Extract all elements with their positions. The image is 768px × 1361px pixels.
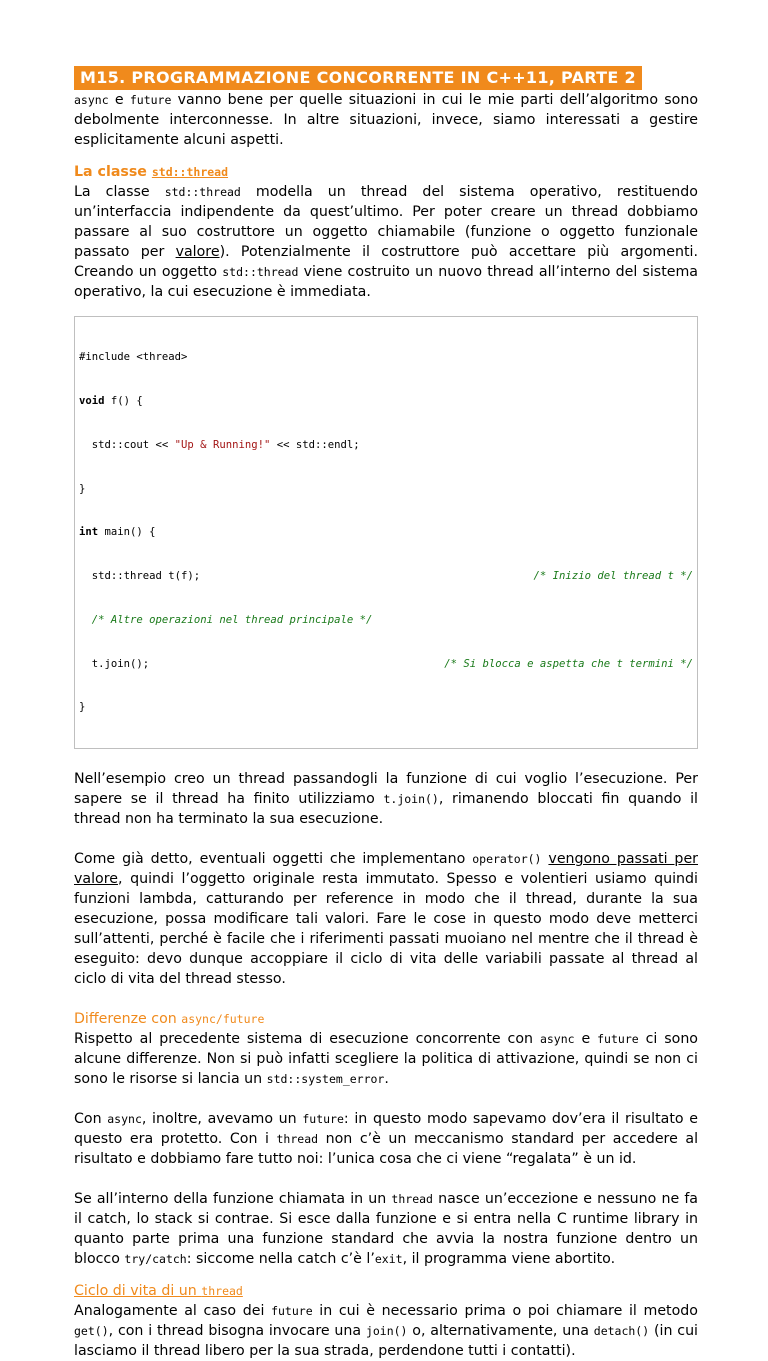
- code-line: #include <thread>: [79, 351, 188, 364]
- thread-class-paragraph: La classe std::thread modella un thread del sistema operativo, restituendo un’interfaccia indipendente da quest’ultimo. Per poter creare un thread dobbiamo passare al suo costruttore un oggetto chiamabile (funzione o oggetto funzionale passato per valore). Potenzialmente il costruttore può accettare più argomenti. Creando un oggetto std::thread viene costruito un nuovo thread all’interno del sistema operativo, la cui esecuzione è immediata.: [74, 184, 698, 300]
- code-line: }: [79, 701, 86, 714]
- thread-value-paragraph: Come già detto, eventuali oggetti che implementano operator() vengono passati per valore, quindi l’oggetto originale resta immutato. Spesso e volentieri usiamo quindi funzioni lambda, catturando per reference in modo che il thread, durante la sua esecuzione, possa modificare tali valori. Fare le cose in questo modo deve metterci sull’attenti, perché è facile che i riferimenti passati muoiano nel mentre che il thread è eseguito: devo dunque accoppiare il ciclo di vita delle variabili passate al thread al ciclo di vita del thread stesso.: [74, 851, 699, 988]
- code-line: int main() {: [79, 526, 156, 539]
- differences-paragraph-3: Se all’interno della funzione chiamata in un thread nasce un’eccezione e nessuno ne fa il catch, lo stack si contrae. Si esce dalla funzione e si entra nella C runtime library in quanto parte prima una funzione standard che avvia la nostra funzione dentro un blocco try/catch: siccome nella catch c’è l’exit, il programma viene abortito.: [74, 1191, 699, 1268]
- section-heading-thread-class: La classe std::thread: [74, 164, 229, 180]
- code-comment: /* Altre operazioni nel thread principale */: [91, 613, 373, 626]
- code-block: [74, 316, 698, 749]
- differences-paragraph-2: Con async, inoltre, avevamo un future: in questo modo sapevamo dov’era il risultato e questo era protetto. Con i thread non c’è un meccanismo standard per accedere al risultato e dobbiamo fare tutto noi: l’unica cosa che ci viene “regalata” è un id.: [74, 1111, 699, 1168]
- intro-paragraph: async e future vanno bene per quelle situazioni in cui le mie parti dell’algoritmo sono debolmente interconnesse. In altre situazioni, invece, siamo interessati a gestire esplicitamente alcuni aspetti.: [74, 92, 698, 148]
- lifecycle-paragraph: Analogamente al caso dei future in cui è necessario prima o poi chiamare il metodo get(), con i thread bisogna invocare una join() o, alternativamente, una detach() (in cui lasciamo il thread libero per la sua strada, perdendone tutti i contatti).: [74, 1303, 698, 1360]
- code-line: t.join(); /* Si blocca e aspetta che t termini */: [79, 657, 693, 670]
- document-page: [74, 66, 698, 1361]
- section-heading-lifecycle: Ciclo di vita di un thread: [74, 1283, 243, 1300]
- code-line: void f() {: [79, 394, 143, 407]
- code-comment: /* Inizio del thread t */: [533, 570, 693, 583]
- thread-example-paragraph: Nell’esempio creo un thread passandogli la funzione di cui voglio l’esecuzione. Per sapere se il thread ha finito utilizziamo t.join(), rimanendo bloccati fin quando il thread non ha terminato la sua esecuzione.: [74, 771, 699, 828]
- inline-code: async: [74, 93, 109, 107]
- differences-paragraph-1: Rispetto al precedente sistema di esecuzione concorrente con async e future ci sono alcune differenze. Non si può infatti scegliere la politica di attivazione, quindi se non ci sono le risorse si lancia un std::system_error.: [74, 1031, 698, 1088]
- section-heading-differences: Differenze con async/future: [74, 1011, 265, 1028]
- code-line: }: [79, 482, 86, 495]
- code-line: std::thread t(f); /* Inizio del thread t */: [79, 570, 693, 583]
- inline-code: future: [129, 93, 172, 107]
- code-line: std::cout << "Up & Running!" << std::endl;: [79, 438, 360, 451]
- code-comment: /* Si blocca e aspetta che t termini */: [444, 657, 693, 670]
- chapter-title: M15. PROGRAMMAZIONE CONCORRENTE IN C++11, PARTE 2: [74, 66, 642, 90]
- code-line: [79, 613, 693, 628]
